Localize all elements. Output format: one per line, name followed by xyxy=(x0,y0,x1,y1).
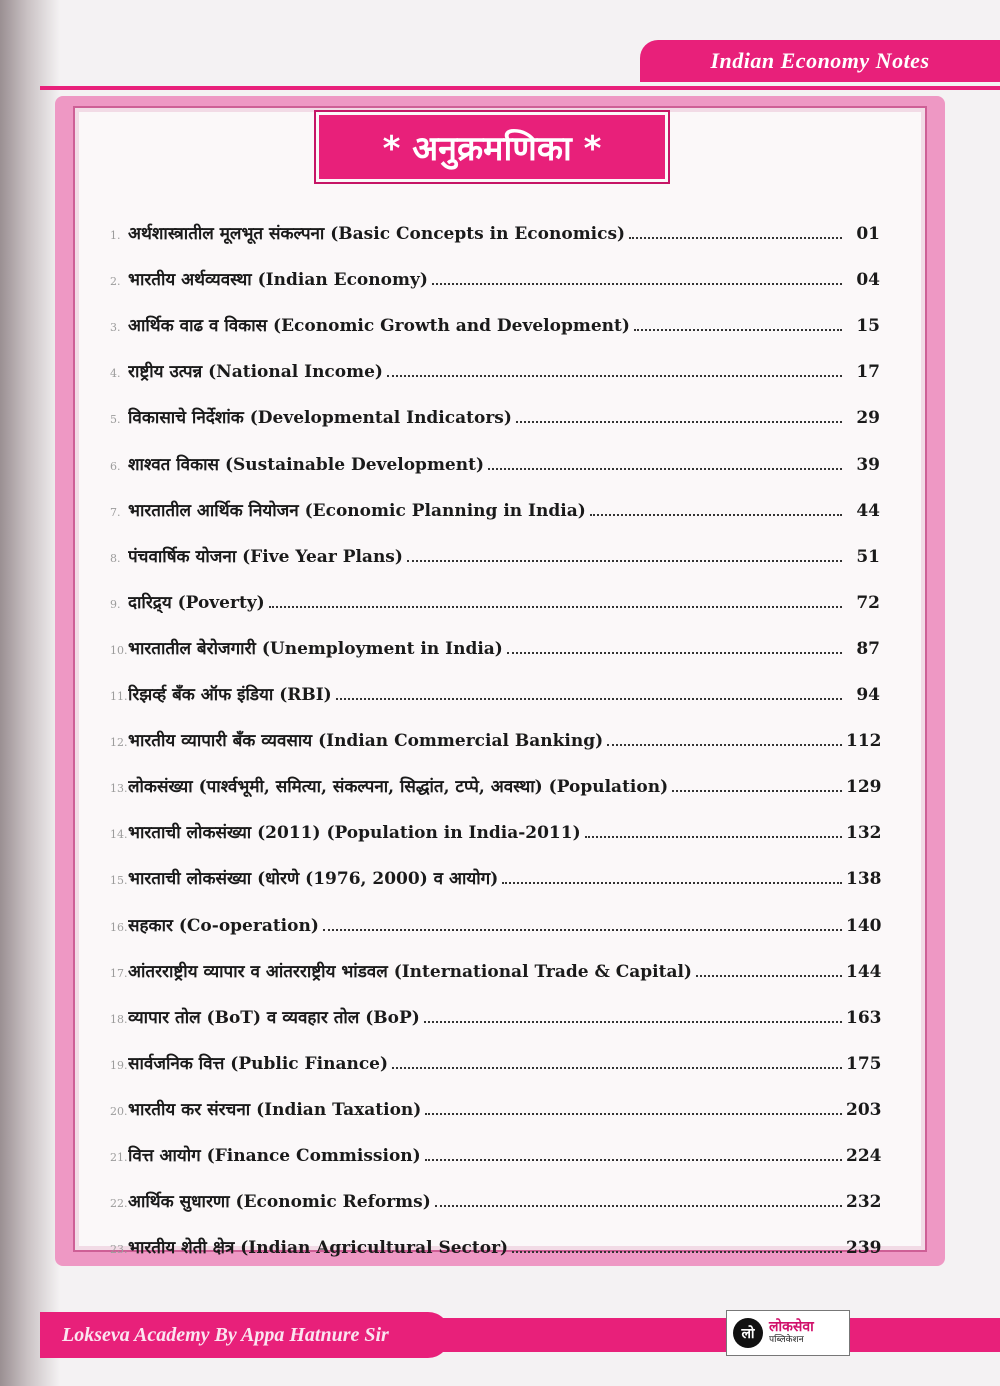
toc-entry-title: शाश्वत विकास (Sustainable Development) xyxy=(128,454,484,475)
logo-mark: लो xyxy=(733,1318,763,1348)
toc-entry xyxy=(110,705,880,751)
toc-entry-number: 5. xyxy=(110,413,121,427)
toc-entry-number: 22. xyxy=(110,1197,128,1211)
toc-entry-number: 23. xyxy=(110,1243,128,1257)
toc-entry-number: 1. xyxy=(110,229,121,243)
toc-entry-page: 132 xyxy=(846,823,882,844)
toc-entry-number: 2. xyxy=(110,275,121,289)
toc-entry xyxy=(110,475,880,521)
toc-entry-page: 94 xyxy=(856,685,880,706)
toc-entry-title: भारतातील बेरोजगारी (Unemployment in India) xyxy=(128,638,503,659)
toc-entry-number: 3. xyxy=(110,321,121,335)
toc-entry-page: 232 xyxy=(846,1192,882,1213)
toc-entry xyxy=(110,1074,880,1120)
toc-entry-title: अर्थशास्त्रातील मूलभूत संकल्पना (Basic Concepts in Economics) xyxy=(128,224,626,245)
dot-leader xyxy=(407,560,842,562)
toc-entry-number: 11. xyxy=(110,690,128,704)
toc-entry-title: दारिद्र्य (Poverty) xyxy=(128,592,265,613)
toc-entry xyxy=(110,751,880,797)
toc-entry-page: 01 xyxy=(856,224,880,245)
toc-entry-title: भारताची लोकसंख्या (2011) (Population in India-2011) xyxy=(128,823,581,844)
toc-entry-number: 12. xyxy=(110,736,128,750)
toc-entry-number: 17. xyxy=(110,966,128,980)
toc-entry xyxy=(110,428,880,474)
toc-entry-title: वित्त आयोग (Finance Commission) xyxy=(128,1145,421,1166)
dot-leader xyxy=(269,606,842,608)
toc-entry-page: 72 xyxy=(856,592,880,613)
dot-leader xyxy=(634,329,842,331)
toc-entry-number: 19. xyxy=(110,1058,128,1072)
toc-entry xyxy=(110,659,880,705)
toc-entry-title: सहकार (Co-operation) xyxy=(128,915,319,936)
toc-entry-number: 15. xyxy=(110,874,128,888)
toc-entry-title: विकासाचे निर्देशांक (Developmental Indicators) xyxy=(128,408,512,429)
toc-entry xyxy=(110,889,880,935)
dot-leader xyxy=(424,1021,842,1023)
toc-entry-title: भारताची लोकसंख्या (धोरणे (1976, 2000) व आयोग) xyxy=(128,869,499,890)
toc-entry-number: 7. xyxy=(110,505,121,519)
header-tab xyxy=(640,40,1000,82)
toc-entry xyxy=(110,1212,880,1258)
toc-entry-title: भारतीय अर्थव्यवस्था (Indian Economy) xyxy=(128,270,428,291)
toc-entry-page: 112 xyxy=(846,731,882,752)
toc-entry xyxy=(110,1166,880,1212)
toc-heading-box xyxy=(316,112,668,182)
toc-entry-page: 175 xyxy=(846,1053,882,1074)
toc-entry-page: 44 xyxy=(856,500,880,521)
dot-leader xyxy=(507,652,842,654)
toc-entry-page: 203 xyxy=(846,1099,882,1120)
toc-entry xyxy=(110,567,880,613)
footer-text: Lokseva Academy By Appa Hatnure Sir xyxy=(62,1323,389,1346)
toc-entry-page: 39 xyxy=(856,454,880,475)
toc-entry xyxy=(110,198,880,244)
toc-entry-title: आर्थिक वाढ व विकास (Economic Growth and Development) xyxy=(128,316,630,337)
toc-entry-number: 10. xyxy=(110,643,128,657)
toc-entry-page: 163 xyxy=(846,1007,882,1028)
toc-entry-page: 224 xyxy=(846,1145,882,1166)
toc-entry-title: भारतीय व्यापारी बँक व्यवसाय (Indian Commercial Banking) xyxy=(128,731,604,752)
toc-entry xyxy=(110,244,880,290)
dot-leader xyxy=(425,1159,842,1161)
toc-entry-number: 6. xyxy=(110,459,121,473)
logo-name: लोकसेवा xyxy=(769,1319,814,1336)
toc-entry xyxy=(110,336,880,382)
dot-leader xyxy=(323,929,842,931)
toc-entry-title: पंचवार्षिक योजना (Five Year Plans) xyxy=(128,546,403,567)
table-of-contents xyxy=(110,198,880,1258)
dot-leader xyxy=(516,421,842,423)
toc-entry xyxy=(110,521,880,567)
toc-entry-page: 144 xyxy=(846,961,882,982)
toc-entry-number: 21. xyxy=(110,1150,128,1164)
header-rule xyxy=(40,86,1000,90)
dot-leader xyxy=(432,283,842,285)
toc-entry-title: रिझर्व्ह बँक ऑफ इंडिया (RBI) xyxy=(128,685,332,706)
toc-entry-page: 51 xyxy=(856,546,880,567)
toc-entry xyxy=(110,843,880,889)
footer-tab xyxy=(40,1312,450,1358)
toc-entry-number: 20. xyxy=(110,1104,128,1118)
toc-entry-page: 87 xyxy=(856,638,880,659)
dot-leader xyxy=(696,975,842,977)
dot-leader xyxy=(488,468,842,470)
toc-entry-title: राष्ट्रीय उत्पन्न (National Income) xyxy=(128,362,383,383)
toc-entry xyxy=(110,1120,880,1166)
header-title: Indian Economy Notes xyxy=(710,48,930,73)
toc-entry xyxy=(110,382,880,428)
toc-entry-page: 04 xyxy=(856,270,880,291)
dot-leader xyxy=(590,514,842,516)
toc-entry-number: 13. xyxy=(110,782,128,796)
toc-entry-number: 14. xyxy=(110,828,128,842)
toc-entry-page: 29 xyxy=(856,408,880,429)
toc-entry xyxy=(110,290,880,336)
dot-leader xyxy=(512,1251,842,1253)
toc-entry-number: 16. xyxy=(110,920,128,934)
toc-entry-number: 18. xyxy=(110,1012,128,1026)
toc-entry xyxy=(110,936,880,982)
dot-leader xyxy=(502,882,842,884)
toc-entry-title: भारतातील आर्थिक नियोजन (Economic Planning in India) xyxy=(128,500,586,521)
logo-subtitle: पब्लिकेशन xyxy=(769,1334,804,1345)
dot-leader xyxy=(672,790,842,792)
toc-entry-page: 15 xyxy=(856,316,880,337)
toc-entry-title: भारतीय शेती क्षेत्र (Indian Agricultural Sector) xyxy=(128,1238,509,1259)
dot-leader xyxy=(585,836,842,838)
toc-entry-page: 138 xyxy=(846,869,882,890)
toc-entry-title: भारतीय कर संरचना (Indian Taxation) xyxy=(128,1099,422,1120)
toc-entry-title: लोकसंख्या (पार्श्वभूमी, समित्या, संकल्पना, सिद्धांत, टप्पे, अवस्था) (Population) xyxy=(128,777,669,798)
toc-entry xyxy=(110,613,880,659)
toc-entry-number: 4. xyxy=(110,367,121,381)
toc-entry-title: व्यापार तोल (BoT) व व्यवहार तोल (BoP) xyxy=(128,1007,420,1028)
dot-leader xyxy=(392,1067,842,1069)
toc-entry-page: 140 xyxy=(846,915,882,936)
page-binding-shadow xyxy=(0,0,60,1386)
toc-entry xyxy=(110,797,880,843)
toc-entry-number: 8. xyxy=(110,551,121,565)
toc-entry-title: सार्वजनिक वित्त (Public Finance) xyxy=(128,1053,389,1074)
toc-entry-page: 129 xyxy=(846,777,882,798)
publisher-logo xyxy=(726,1310,850,1356)
toc-heading: * अनुक्रमणिका * xyxy=(382,129,602,169)
toc-entry-number: 9. xyxy=(110,597,121,611)
toc-entry-title: आंतरराष्ट्रीय व्यापार व आंतरराष्ट्रीय भांडवल (International Trade & Capital) xyxy=(128,961,692,982)
toc-entry-page: 17 xyxy=(856,362,880,383)
dot-leader xyxy=(629,237,842,239)
dot-leader xyxy=(336,698,842,700)
dot-leader xyxy=(607,744,842,746)
toc-entry xyxy=(110,1028,880,1074)
dot-leader xyxy=(425,1113,842,1115)
toc-entry-title: आर्थिक सुधारणा (Economic Reforms) xyxy=(128,1192,431,1213)
dot-leader xyxy=(435,1205,842,1207)
toc-entry-page: 239 xyxy=(846,1238,882,1259)
toc-entry xyxy=(110,982,880,1028)
dot-leader xyxy=(387,375,842,377)
